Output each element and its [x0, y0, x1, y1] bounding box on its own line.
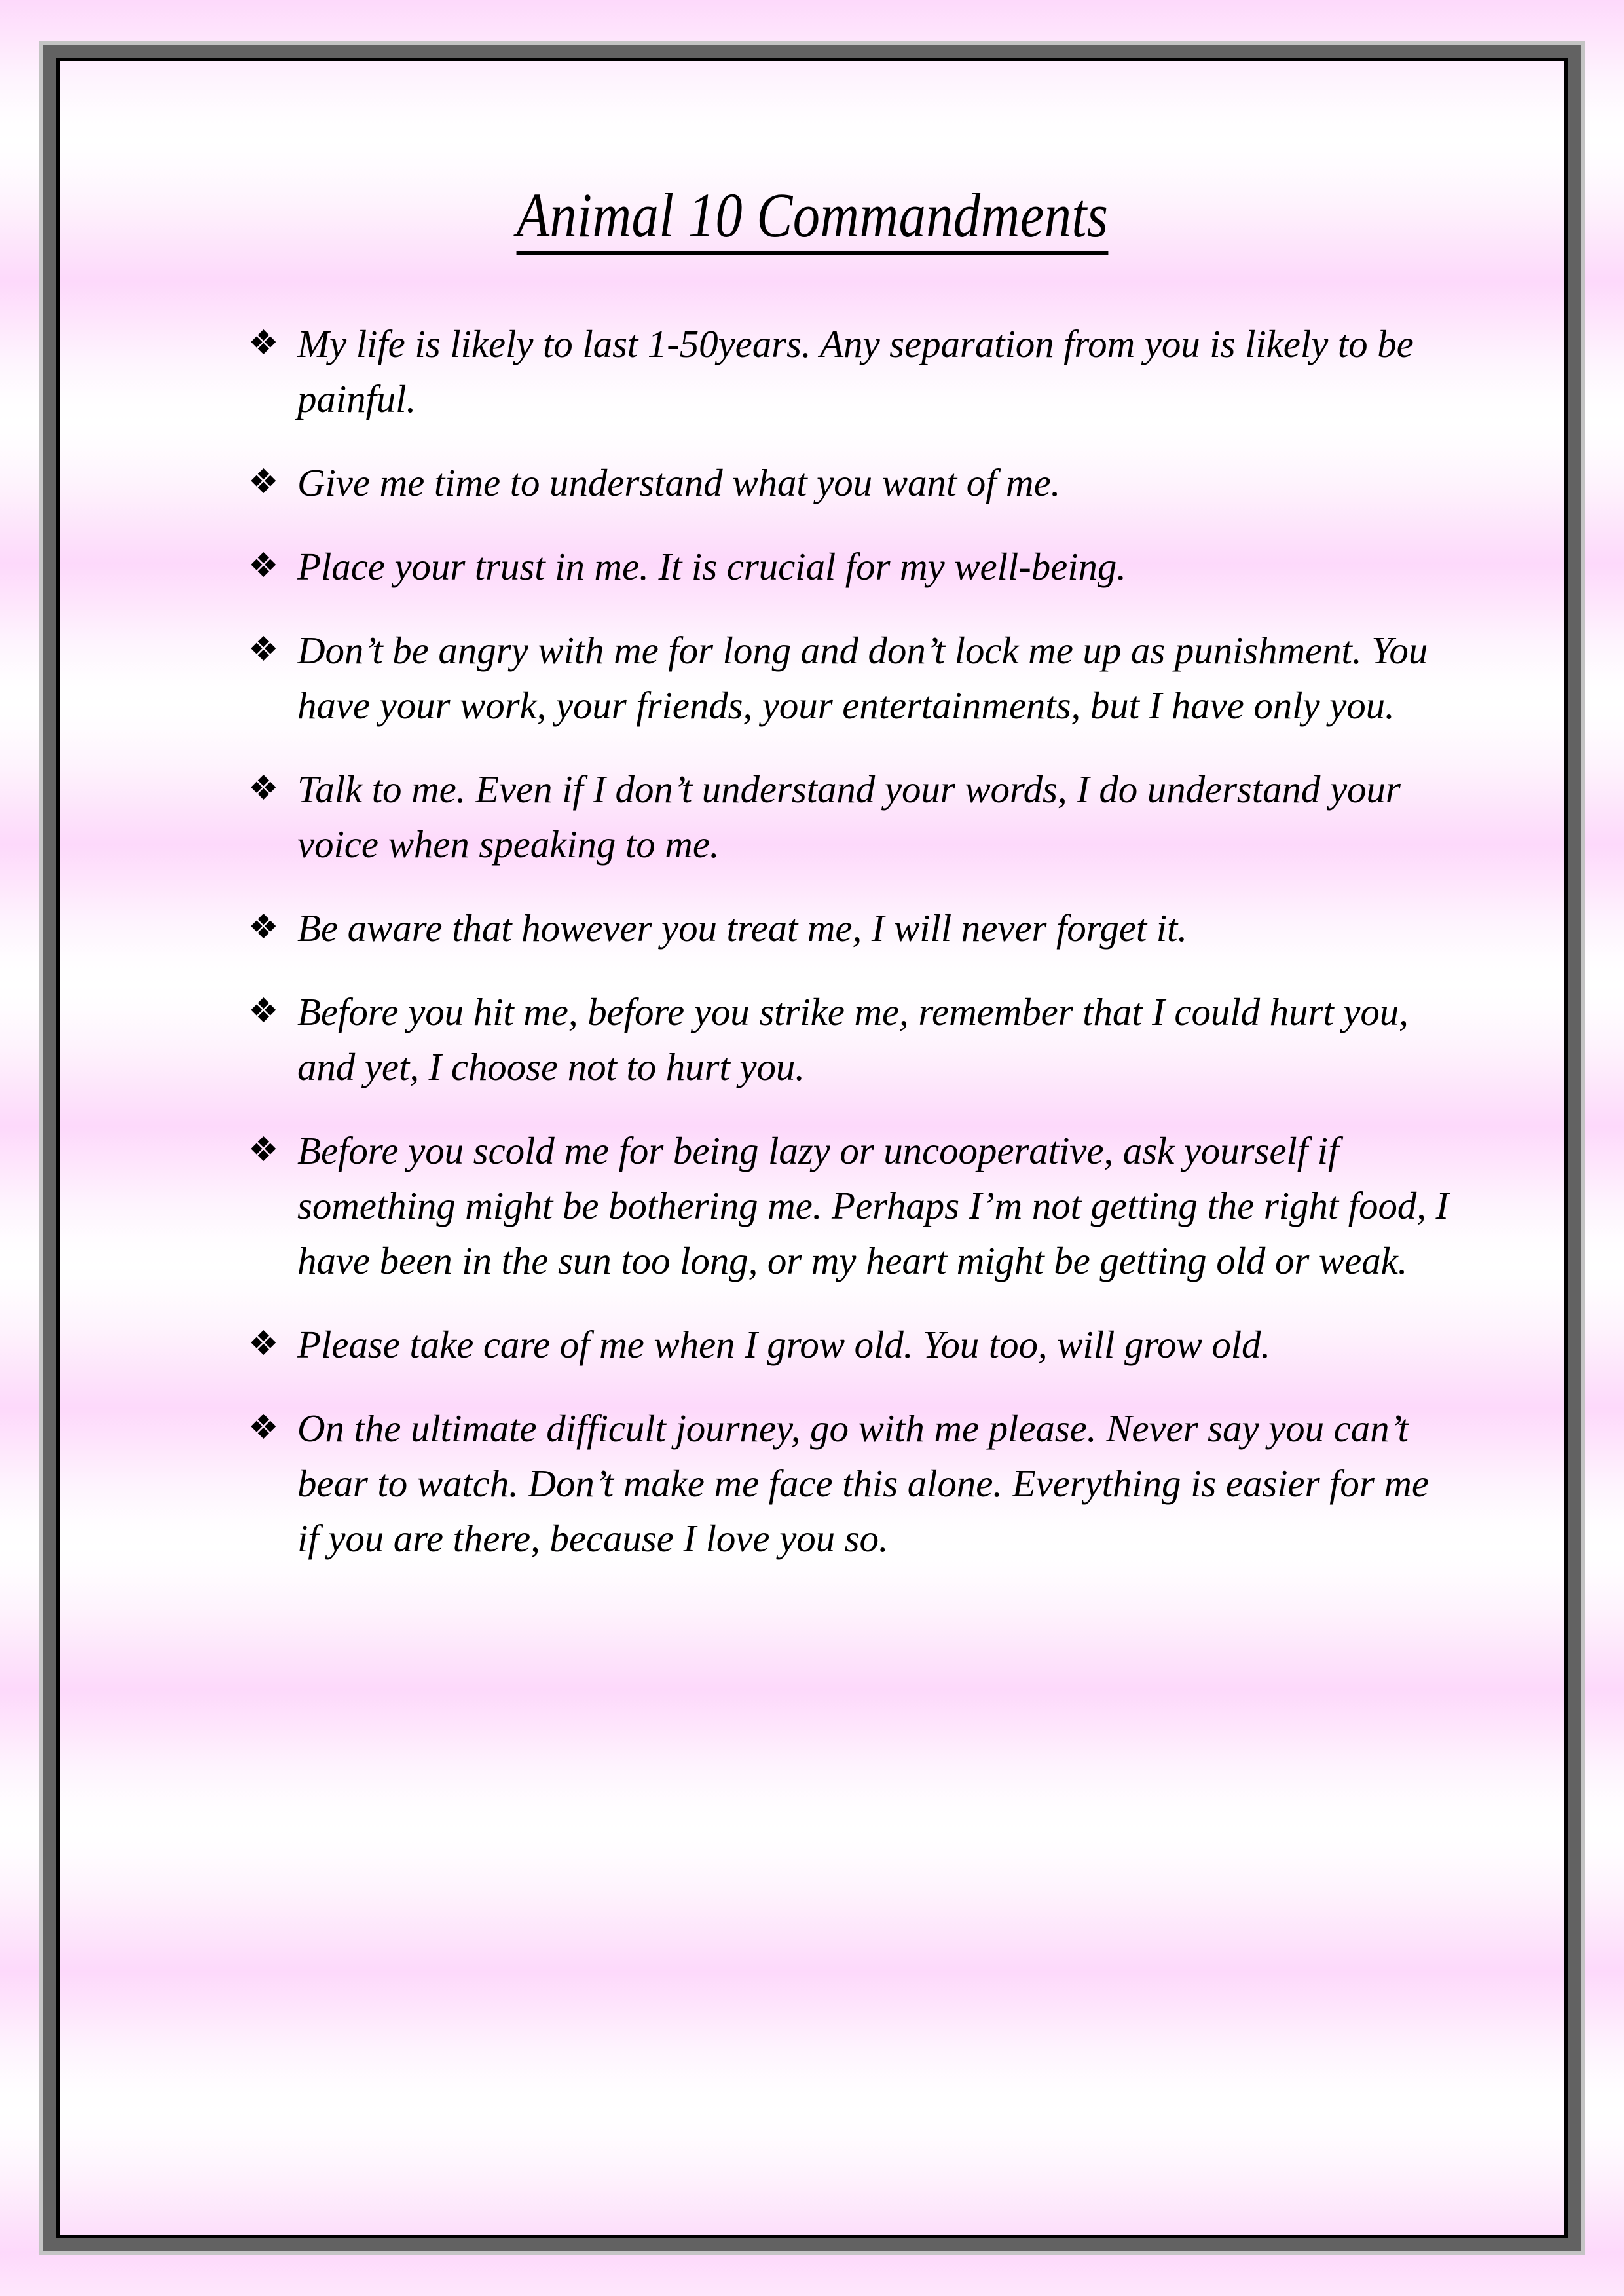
diamond-bullet-icon: ❖	[248, 631, 279, 669]
diamond-bullet-icon: ❖	[248, 770, 279, 807]
list-item	[248, 455, 1453, 510]
diamond-bullet-icon: ❖	[248, 1409, 279, 1447]
commandment-text: Before you scold me for being lazy or uncooperative, ask yourself if something might be bothering me. Perhaps I’m not getting the right food, I have been in the sun too long, or my heart might be getting old or weak.	[297, 1129, 1449, 1282]
list-item	[248, 623, 1453, 733]
diamond-bullet-icon: ❖	[248, 325, 279, 362]
diamond-bullet-icon: ❖	[248, 464, 279, 501]
commandment-text: Please take care of me when I grow old. You too, will grow old.	[297, 1323, 1271, 1366]
diamond-bullet-icon: ❖	[248, 1132, 279, 1169]
diamond-bullet-icon: ❖	[248, 1325, 279, 1363]
commandment-text: My life is likely to last 1-50years. Any separation from you is likely to be painful.	[297, 322, 1414, 420]
list-item	[248, 1123, 1453, 1288]
commandments-list	[248, 316, 1453, 1566]
list-item	[248, 762, 1453, 872]
diamond-bullet-icon: ❖	[248, 993, 279, 1030]
document-sheet	[60, 61, 1564, 2235]
list-item	[248, 900, 1453, 955]
commandment-text: Before you hit me, before you strike me, remember that I could hurt you, and yet, I choose not to hurt you.	[297, 990, 1409, 1088]
diamond-bullet-icon: ❖	[248, 909, 279, 946]
commandment-text: Be aware that however you treat me, I will never forget it.	[297, 906, 1187, 950]
page-title-text: Animal 10 Commandments	[516, 183, 1108, 255]
page-title	[60, 180, 1564, 255]
list-item	[248, 316, 1453, 426]
list-item	[248, 984, 1453, 1094]
commandment-text: Place your trust in me. It is crucial for my well-being.	[297, 545, 1126, 588]
list-item	[248, 1317, 1453, 1372]
list-item	[248, 1401, 1453, 1566]
commandment-text: Give me time to understand what you want of me.	[297, 461, 1061, 504]
list-item	[248, 539, 1453, 594]
diamond-bullet-icon: ❖	[248, 547, 279, 585]
commandment-text: Talk to me. Even if I don’t understand your words, I do understand your voice when speaking to me.	[297, 768, 1401, 866]
commandment-text: On the ultimate difficult journey, go with me please. Never say you can’t bear to watch. Don’t make me face this alone. Everything is easier for me if you are there, because I love you so.	[297, 1407, 1429, 1560]
commandment-text: Don’t be angry with me for long and don’t lock me up as punishment. You have your work, your friends, your entertainments, but I have only you.	[297, 629, 1428, 727]
